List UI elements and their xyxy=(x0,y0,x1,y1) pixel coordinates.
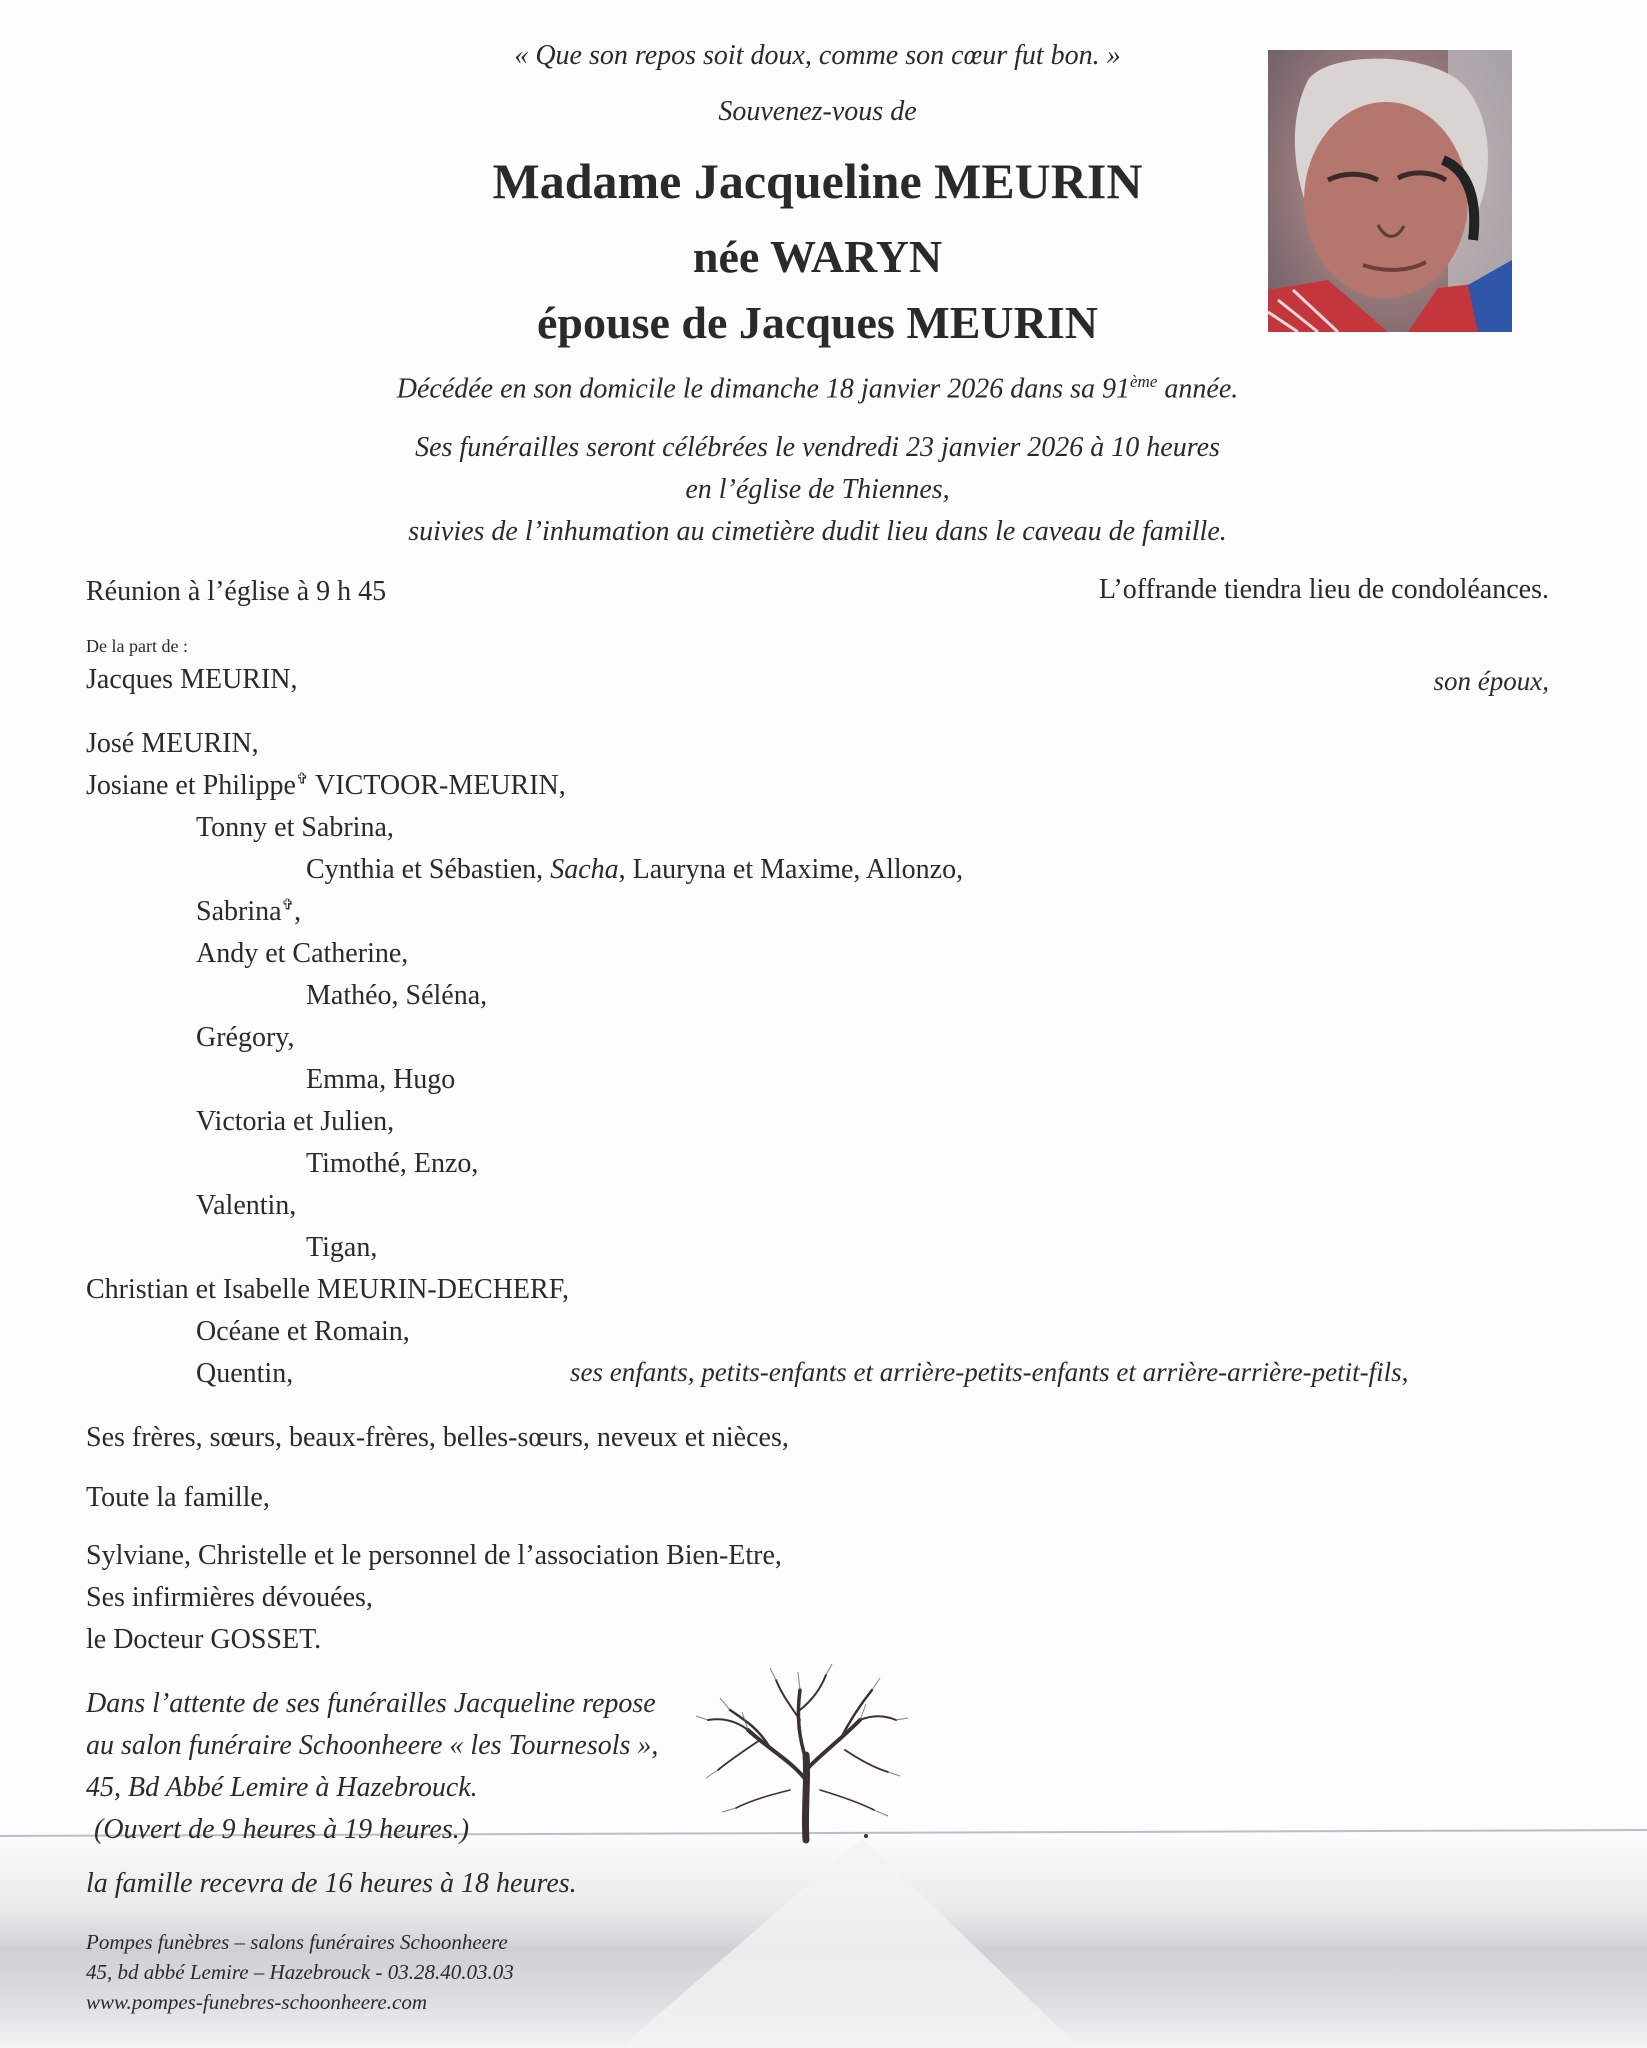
rest-line-1: Dans l’attente de ses funérailles Jacqueline repose xyxy=(86,1688,656,1719)
family-relationship: ses enfants, petits-enfants et arrière-petits-enfants et arrière-arrière-petit-fils, xyxy=(570,1357,1409,1387)
rest-line-2: au salon funéraire Schoonheere « les Tournesols », xyxy=(86,1730,659,1761)
family-josiane-name: Josiane et Philippe xyxy=(86,770,296,801)
family-sabrina-comma: , xyxy=(294,896,302,927)
death-notice xyxy=(200,372,1435,405)
husband-role: son époux, xyxy=(1433,666,1549,696)
family-valentin: Valentin, xyxy=(196,1190,297,1221)
doctor-line: le Docteur GOSSET. xyxy=(86,1624,322,1655)
remember-intro: Souvenez-vous de xyxy=(718,96,917,127)
rest-line-4: (Ouvert de 9 heures à 19 heures.) xyxy=(94,1814,470,1845)
offering-info: L’offrande tiendra lieu de condoléances. xyxy=(1098,574,1549,605)
cross-icon: ✞ xyxy=(295,771,309,788)
family-jose: José MEURIN, xyxy=(86,728,259,759)
family-matheo: Mathéo, Séléna, xyxy=(306,980,488,1011)
family-cynthia xyxy=(306,854,963,886)
family-cynthia-a: Cynthia et Sébastien, xyxy=(306,854,551,885)
deceased-name: Madame Jacqueline MEURIN xyxy=(492,153,1143,209)
footer-address: 45, bd abbé Lemire – Hazebrouck - 03.28.40.03.03 xyxy=(86,1960,514,1984)
death-text-end: année. xyxy=(1157,373,1239,405)
husband-name: Jacques MEURIN, xyxy=(86,664,298,695)
meeting-info: Réunion à l’église à 9 h 45 xyxy=(86,576,387,607)
rest-line-3: 45, Bd Abbé Lemire à Hazebrouck. xyxy=(86,1772,478,1803)
family-josiane xyxy=(86,770,566,802)
portrait-photo xyxy=(1268,50,1512,332)
family-oceane: Océane et Romain, xyxy=(196,1316,410,1347)
family-gregory: Grégory, xyxy=(196,1022,295,1053)
from-label: De la part de : xyxy=(86,636,188,656)
nurses-line: Ses infirmières dévouées, xyxy=(86,1582,373,1613)
family-christian: Christian et Isabelle MEURIN-DECHERF, xyxy=(86,1274,570,1305)
siblings-line: Ses frères, sœurs, beaux-frères, belles-sœurs, neveux et nièces, xyxy=(86,1422,789,1453)
funeral-line-1: Ses funérailles seront célébrées le vendredi 23 janvier 2026 à 10 heures xyxy=(415,432,1220,463)
association-line: Sylviane, Christelle et le personnel de l’association Bien-Etre, xyxy=(86,1540,782,1571)
spouse-line: épouse de Jacques MEURIN xyxy=(537,297,1098,348)
death-ordinal: ème xyxy=(1130,372,1158,391)
epigraph-quote: « Que son repos soit doux, comme son cœur fut bon. » xyxy=(514,40,1121,71)
family-timothe: Timothé, Enzo, xyxy=(306,1148,479,1179)
footer-company: Pompes funèbres – salons funéraires Schoonheere xyxy=(86,1930,508,1954)
family-tigan: Tigan, xyxy=(306,1232,378,1263)
family-josiane-surname: VICTOOR-MEURIN, xyxy=(308,770,566,801)
all-family-line: Toute la famille, xyxy=(86,1482,270,1513)
family-sabrina xyxy=(196,896,301,928)
family-quentin: Quentin, xyxy=(196,1358,294,1389)
family-victoria: Victoria et Julien, xyxy=(196,1106,395,1137)
rest-line-5: la famille recevra de 16 heures à 18 heures. xyxy=(86,1868,577,1899)
funeral-line-3: suivies de l’inhumation au cimetière dudit lieu dans le caveau de famille. xyxy=(408,516,1227,547)
footer-website: www.pompes-funebres-schoonheere.com xyxy=(86,1990,427,2014)
family-sabrina-name: Sabrina xyxy=(196,896,282,927)
family-emma: Emma, Hugo xyxy=(306,1064,456,1095)
funeral-line-2: en l’église de Thiennes, xyxy=(685,474,950,505)
death-text: Décédée en son domicile le dimanche 18 janvier 2026 dans sa 91 xyxy=(396,373,1131,405)
family-sacha: Sacha xyxy=(550,854,619,885)
cross-icon: ✞ xyxy=(281,897,295,914)
family-cynthia-b: , Lauryna et Maxime, Allonzo, xyxy=(618,854,964,885)
maiden-name: née WARYN xyxy=(692,231,943,282)
family-tonny: Tonny et Sabrina, xyxy=(196,812,394,843)
family-andy: Andy et Catherine, xyxy=(196,938,409,969)
